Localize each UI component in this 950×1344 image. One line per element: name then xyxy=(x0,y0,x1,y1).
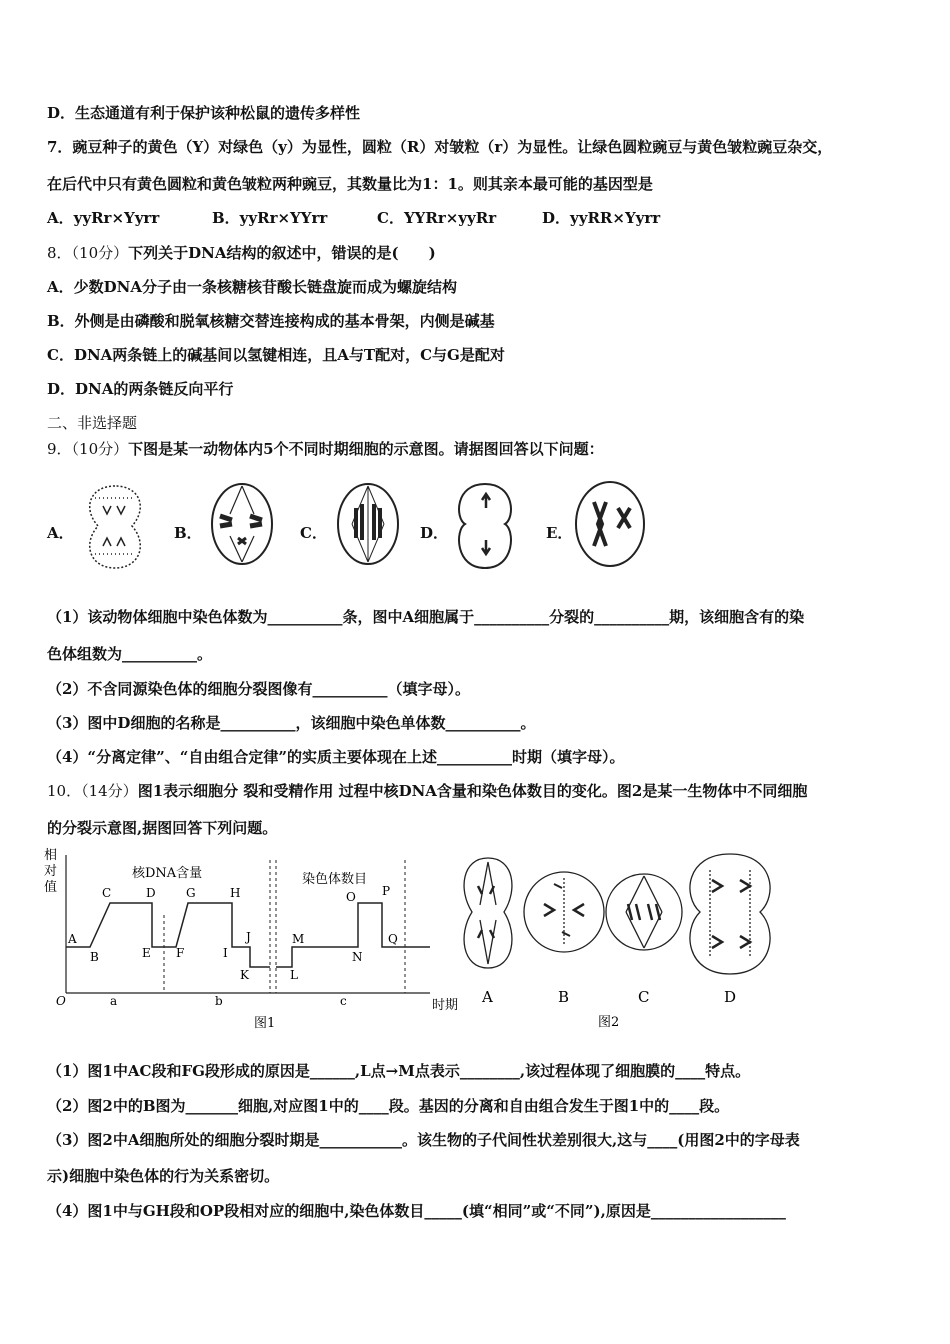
q10-stem-line2: 的分裂示意图,据图回答下列问题。 xyxy=(47,819,278,837)
fig1-point-f: F xyxy=(176,946,185,960)
fig2-cell-b-image xyxy=(524,872,604,952)
q6-option-d: D．生态通道有利于保护该种松鼠的遗传多样性 xyxy=(47,104,361,122)
q10-number: 10．（14分） xyxy=(47,782,138,800)
fig1-chrom-label: 染色体数目 xyxy=(302,872,368,887)
fig2-caption: 图2 xyxy=(598,1015,620,1030)
fig1-point-c: C xyxy=(102,886,112,900)
fig2-label-d: D xyxy=(724,988,737,1006)
q10-sub2: （2）图2中的B图为_______细胞,对应图1中的____段。基因的分离和自由组合发生于图1中的____段。 xyxy=(47,1097,730,1115)
q9-label-d: D． xyxy=(420,524,449,542)
q9-cell-e-image xyxy=(576,482,644,566)
q9-cell-c-image xyxy=(338,484,398,564)
q7-options xyxy=(47,207,660,228)
q9-stem-text: 下图是某一动物体内5个不同时期细胞的示意图。请据图回答以下问题： xyxy=(128,440,604,458)
fig1-origin: O xyxy=(56,994,66,1008)
fig1-segment-c: c xyxy=(340,994,347,1008)
q7-stem-line1: 7．豌豆种子的黄色（Y）对绿色（y）为显性，圆粒（R）对皱粒（r）为显性。让绿色圆粒豌豆与黄色皱粒豌豆杂交， xyxy=(47,138,833,156)
fig1-point-e: E xyxy=(142,946,151,960)
fig1-segment-b: b xyxy=(215,994,223,1008)
q9-sub4: （4）“分离定律”、“自由组合定律”的实质主要体现在上述__________时期（填字母）。 xyxy=(47,748,625,766)
q8-option-a: A．少数DNA分子由一条核糖核苷酸长链盘旋而成为螺旋结构 xyxy=(47,278,457,296)
q10-sub3-line1: （3）图2中A细胞所处的细胞分裂时期是___________。该生物的子代间性状差别很大,这与____(用图2中的字母表 xyxy=(47,1131,800,1149)
fig2-cell-c-image xyxy=(606,874,682,950)
q10-figure-1 xyxy=(40,845,470,1035)
fig1-point-h: H xyxy=(230,886,241,900)
q9-label-b: B． xyxy=(174,524,202,542)
q9-label-e: E． xyxy=(546,524,573,542)
q10-figure-2 xyxy=(450,850,790,1035)
q8-stem-text: 下列关于DNA结构的叙述中，错误的是( ) xyxy=(128,244,436,262)
fig1-point-g: G xyxy=(186,886,196,900)
fig2-label-a: A xyxy=(482,988,493,1006)
fig1-ylabel-2: 对 xyxy=(44,864,58,879)
fig1-point-l: L xyxy=(290,968,298,982)
fig2-cell-a-image xyxy=(464,858,512,968)
q9-cell-figures xyxy=(70,478,670,578)
q9-cell-a-image xyxy=(90,486,141,568)
fig1-segment-labels xyxy=(110,994,347,1008)
fig1-point-k: K xyxy=(240,968,249,982)
q8-number: 8．（10分） xyxy=(47,244,129,262)
section-heading: 二、非选择题 xyxy=(47,414,138,432)
q10-sub3-line2: 示)细胞中染色体的行为关系密切。 xyxy=(47,1167,280,1185)
q7-option-c: C．YYRr×yyRr xyxy=(377,209,497,227)
fig1-ylabel-3: 值 xyxy=(44,880,58,895)
fig1-segment-a: a xyxy=(110,994,118,1008)
fig1-point-d: D xyxy=(146,886,156,900)
fig1-point-i: I xyxy=(223,946,228,960)
q9-cell-d-image xyxy=(459,484,511,568)
q9-sub1-line2: 色体组数为__________。 xyxy=(47,645,213,663)
fig1-xlabel: 时期 xyxy=(432,998,459,1013)
q9-cell-b-image xyxy=(212,484,272,564)
fig2-label-c: C xyxy=(638,988,650,1006)
fig1-ylabel-1: 相 xyxy=(44,848,58,863)
q7-stem-line2: 在后代中只有黄色圆粒和黄色皱粒两种豌豆，其数量比为1：1。则其亲本最可能的基因型是 xyxy=(47,175,653,193)
fig1-point-b: B xyxy=(90,950,99,964)
q9-sub2: （2）不含同源染色体的细胞分裂图像有__________（填字母）。 xyxy=(47,680,470,698)
fig1-point-p: P xyxy=(382,884,391,898)
fig1-point-a: A xyxy=(68,932,77,946)
q10-sub1: （1）图1中AC段和FG段形成的原因是______,L点→M点表示________,该过程体现了细胞膜的____特点。 xyxy=(47,1062,751,1080)
q8-option-c: C．DNA两条链上的碱基间以氢键相连，且A与T配对，C与G是配对 xyxy=(47,346,505,364)
fig2-label-b: B xyxy=(558,988,570,1006)
q9-sub3: （3）图中D细胞的名称是__________，该细胞中染色单体数__________。 xyxy=(47,714,536,732)
q10-stem-text: 图1表示细胞分 裂和受精作用 过程中核DNA含量和染色体数目的变化。图2是某一生物体中不同细胞 xyxy=(137,782,808,800)
q9-label-c: C． xyxy=(300,524,327,542)
q9-label-a: A． xyxy=(47,524,74,542)
q10-sub4: （4）图1中与GH段和OP段相对应的细胞中,染色体数目_____(填“相同”或“不同”),原因是__________________ xyxy=(47,1202,786,1220)
q7-option-a: A．yyRr×Yyrr xyxy=(47,209,160,227)
fig2-cell-d-image xyxy=(690,854,770,974)
fig1-point-n: N xyxy=(352,950,363,964)
q8-stem xyxy=(47,242,436,263)
q7-option-b: B．yyRr×YYrr xyxy=(212,209,328,227)
fig1-dna-label: 核DNA含量 xyxy=(132,866,203,881)
q9-stem xyxy=(47,438,604,459)
fig1-point-q: Q xyxy=(388,932,398,946)
fig1-point-o: O xyxy=(346,890,356,904)
q8-option-b: B．外侧是由磷酸和脱氧核糖交替连接构成的基本骨架，内侧是碱基 xyxy=(47,312,495,330)
fig1-point-j: J xyxy=(246,930,251,944)
q10-stem xyxy=(47,780,807,801)
q9-number: 9．（10分） xyxy=(47,440,129,458)
q8-option-d: D．DNA的两条链反向平行 xyxy=(47,380,234,398)
fig1-point-m: M xyxy=(292,932,305,946)
q9-sub1-line1: （1）该动物体细胞中染色体数为__________条，图中A细胞属于__________分裂的__________期，该细胞含有的染 xyxy=(47,608,805,626)
q7-option-d: D．yyRR×Yyrr xyxy=(542,209,661,227)
fig1-caption: 图1 xyxy=(254,1016,276,1031)
